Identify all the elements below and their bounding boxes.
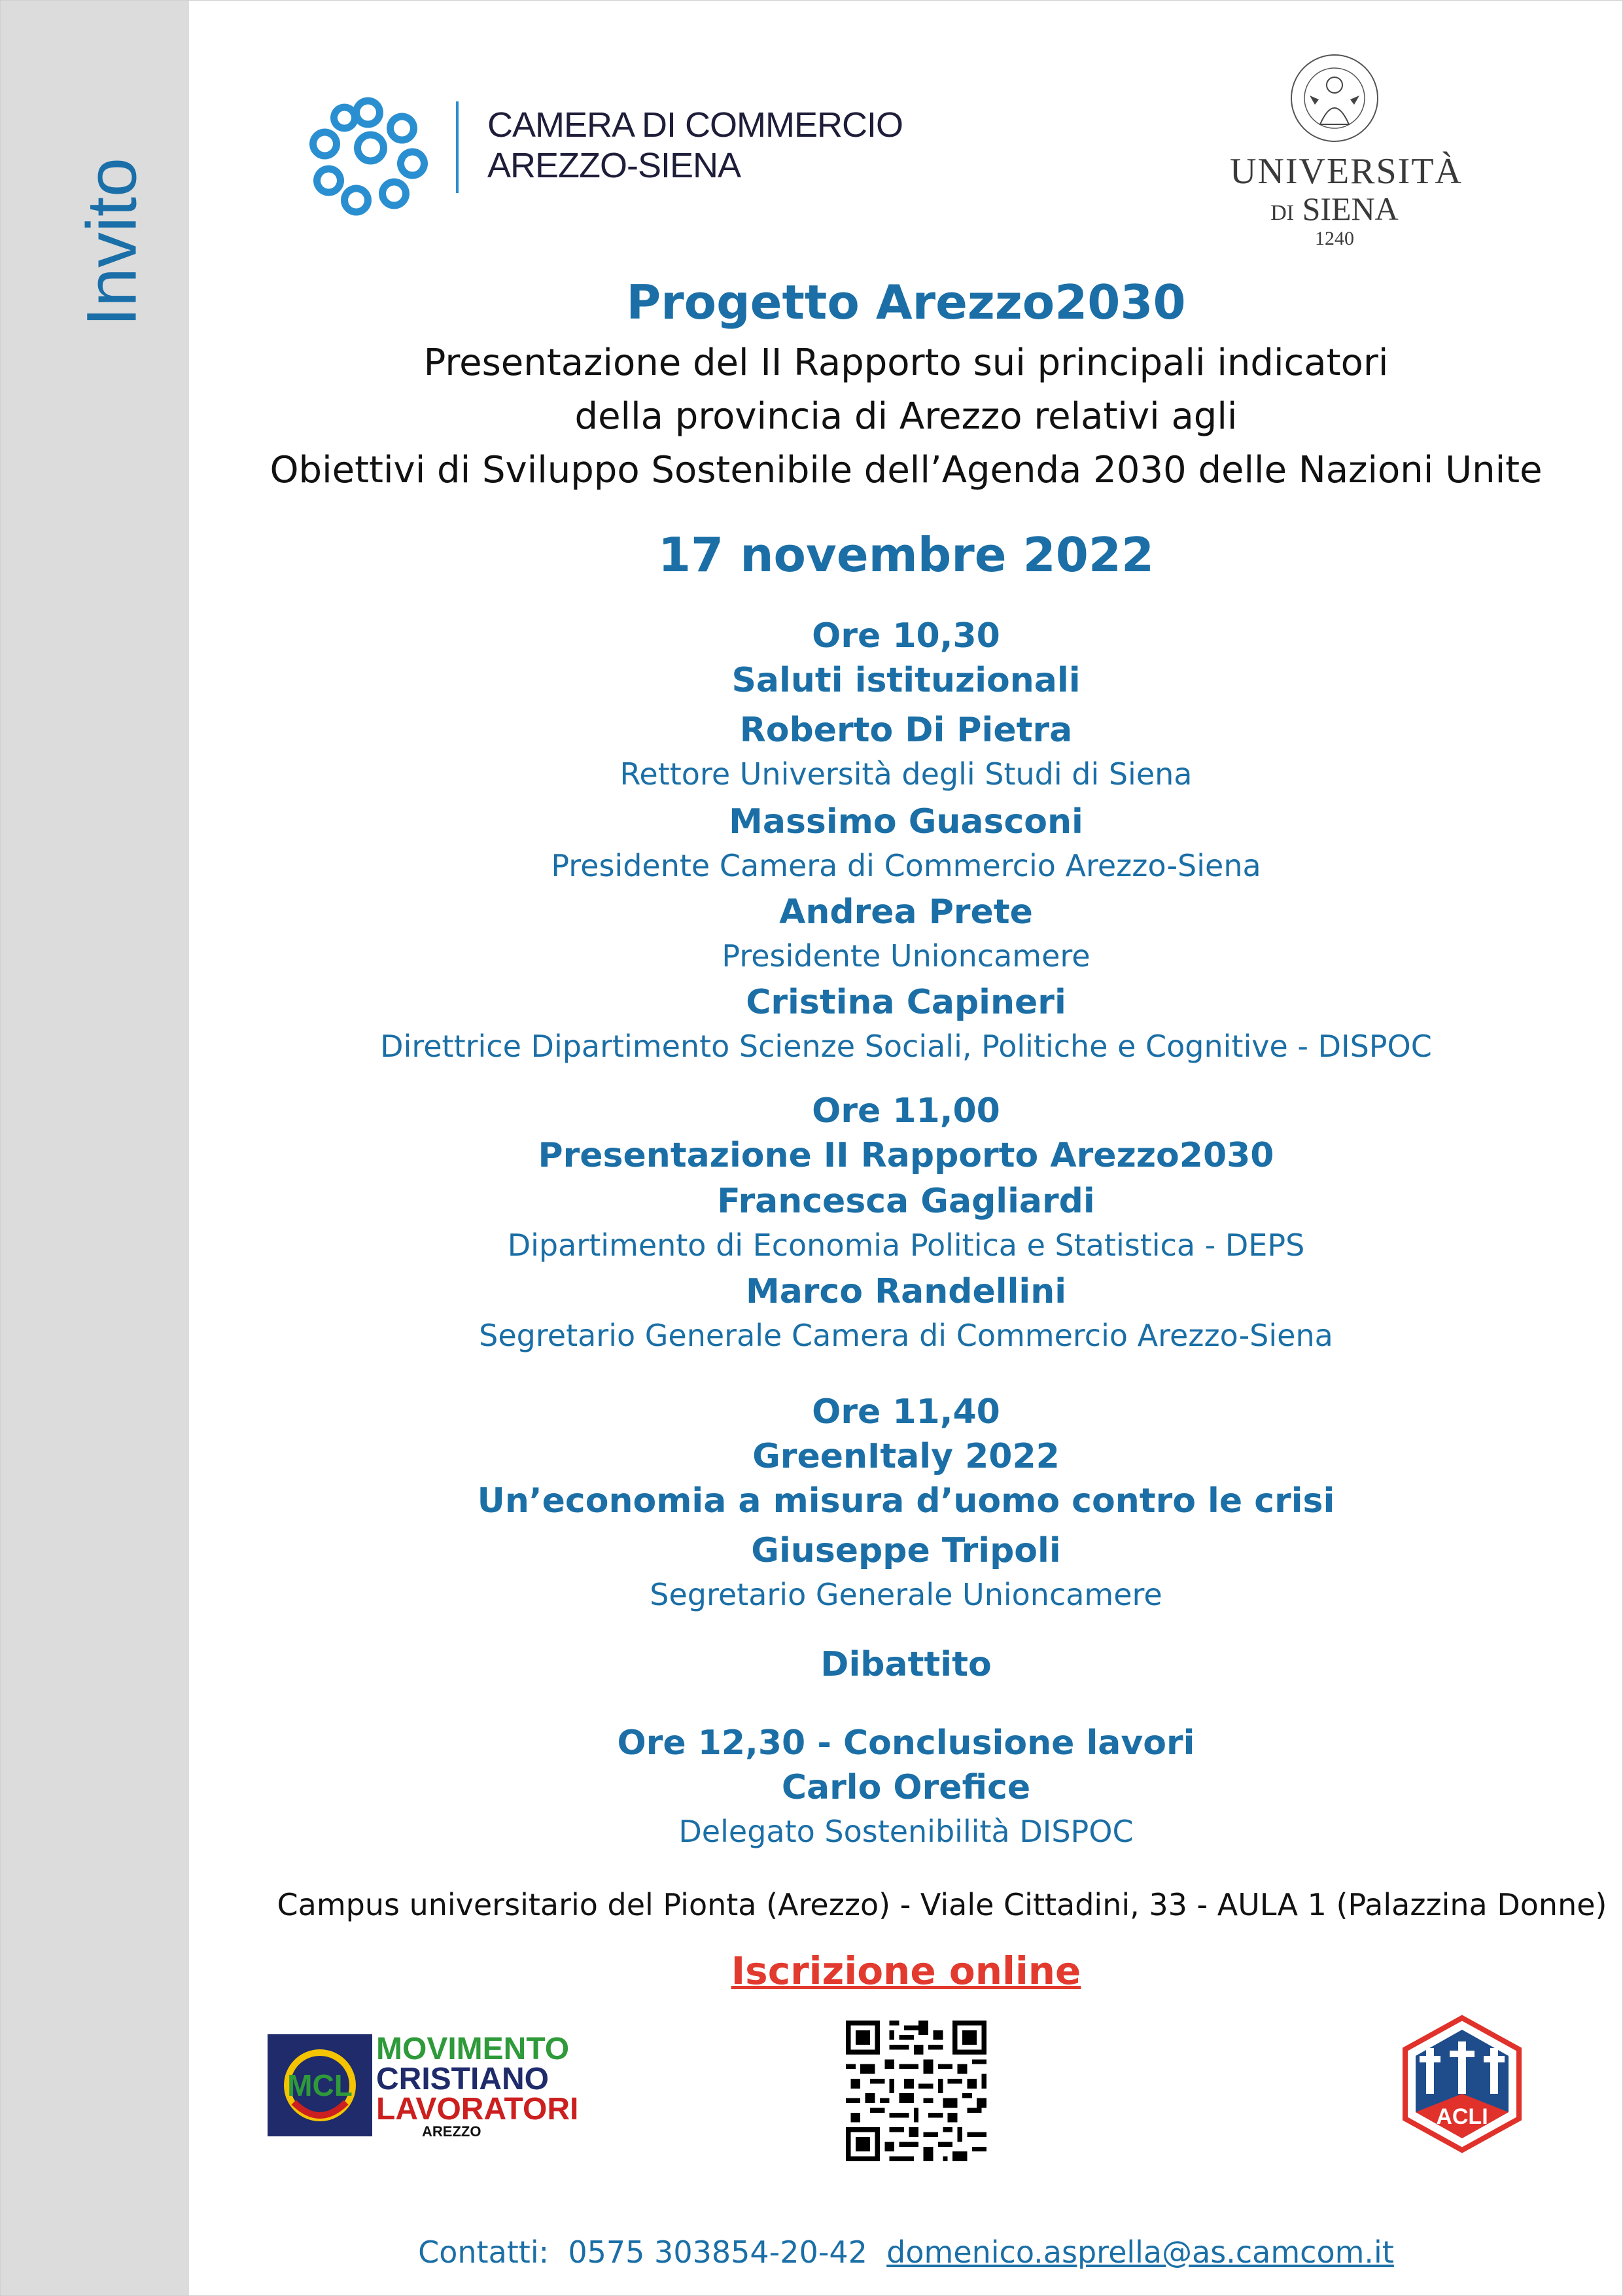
registration-link[interactable]: Iscrizione online (731, 1949, 1081, 1993)
session-1-time: Ore 10,30 (812, 616, 1000, 656)
acli-text: ACLI (1436, 2104, 1488, 2129)
debate-label: Dibattito (820, 1645, 992, 1684)
event-date: 17 novembre 2022 (657, 527, 1155, 582)
contacts-row (189, 2234, 1623, 2270)
contacts-label: Contatti: (418, 2234, 550, 2270)
speaker-name: Carlo Orefice (781, 1768, 1031, 1807)
speaker-role: Segretario Generale Camera di Commercio Arezzo-Siena (479, 1318, 1333, 1353)
camera-logo-mark-icon (311, 92, 426, 203)
speaker-role: Dipartimento di Economia Politica e Statistica - DEPS (507, 1227, 1305, 1263)
speaker-role: Segretario Generale Unioncamere (650, 1577, 1162, 1612)
unisi-year: 1240 (1315, 228, 1354, 249)
speaker-name: Francesca Gagliardi (717, 1182, 1095, 1221)
contacts-phone: 0575 303854-20-42 (568, 2234, 867, 2270)
event-title: Progetto Arezzo2030 (626, 275, 1186, 330)
qr-code-icon[interactable] (846, 2021, 986, 2161)
acli-logo (1400, 2015, 1524, 2153)
speaker-role: Presidente Unioncamere (722, 938, 1091, 974)
speaker-role: Direttrice Dipartimento Scienze Sociali, Politiche e Cognitive - DISPOC (380, 1029, 1432, 1064)
subtitle-line-3: Obiettivi di Sviluppo Sostenibile dell’Agenda 2030 delle Nazioni Unite (270, 449, 1543, 491)
speaker-role: Delegato Sostenibilità DISPOC (678, 1814, 1134, 1849)
speaker-name: Massimo Guasconi (729, 802, 1083, 841)
invito-label (13, 144, 183, 340)
mcl-line1: MOVIMENTO (376, 2032, 570, 2066)
session-2-title: Presentazione II Rapporto Arezzo2030 (538, 1136, 1274, 1175)
contacts-email-link[interactable]: domenico.asprella@as.camcom.it (886, 2234, 1394, 2270)
session-1-title: Saluti istituzionali (731, 661, 1081, 700)
invito-text: Invito (71, 157, 151, 327)
camera-logo-line2: AREZZO-SIENA (487, 146, 741, 185)
speaker-name: Roberto Di Pietra (739, 711, 1073, 750)
universita-siena-logo (1230, 52, 1463, 249)
mcl-line3: LAVORATORI (376, 2092, 579, 2127)
speaker-name: Cristina Capineri (746, 983, 1066, 1022)
session-3-title: GreenItaly 2022 (752, 1437, 1060, 1476)
session-4-time: Ore 12,30 - Conclusione lavori (617, 1723, 1195, 1763)
session-2-time: Ore 11,00 (812, 1091, 1000, 1131)
camera-di-commercio-logo (311, 92, 919, 203)
speaker-name: Andrea Prete (779, 892, 1033, 932)
unisi-name-line2: DI SIENA (1270, 190, 1399, 227)
mcl-line2: CRISTIANO (376, 2062, 549, 2096)
subtitle-line-1: Presentazione del II Rapporto sui principali indicatori (423, 342, 1389, 384)
venue-address: Campus universitario del Pionta (Arezzo) - Viale Cittadini, 33 - AULA 1 (Palazzina Donne) (277, 1887, 1607, 1922)
mcl-logo (265, 2030, 579, 2140)
speaker-name: Marco Randellini (745, 1272, 1067, 1311)
speaker-name: Giuseppe Tripoli (751, 1531, 1061, 1570)
unisi-name-line1: UNIVERSITÀ (1230, 151, 1463, 192)
university-seal-icon (1289, 52, 1380, 144)
camera-logo-divider (456, 101, 459, 193)
speaker-role: Presidente Camera di Commercio Arezzo-Siena (551, 848, 1261, 883)
mcl-line4: AREZZO (422, 2123, 481, 2140)
mcl-badge-text: MCL (287, 2068, 353, 2102)
session-3-subtitle: Un’economia a misura d’uomo contro le crisi (477, 1481, 1335, 1521)
session-3-time: Ore 11,40 (812, 1392, 1000, 1432)
speaker-role: Rettore Università degli Studi di Siena (620, 756, 1193, 792)
camera-logo-line1: CAMERA DI COMMERCIO (487, 105, 903, 145)
registration-row (189, 1949, 1623, 1993)
sidebar (0, 0, 189, 2296)
subtitle-line-2: della provincia di Arezzo relativi agli (574, 395, 1238, 438)
